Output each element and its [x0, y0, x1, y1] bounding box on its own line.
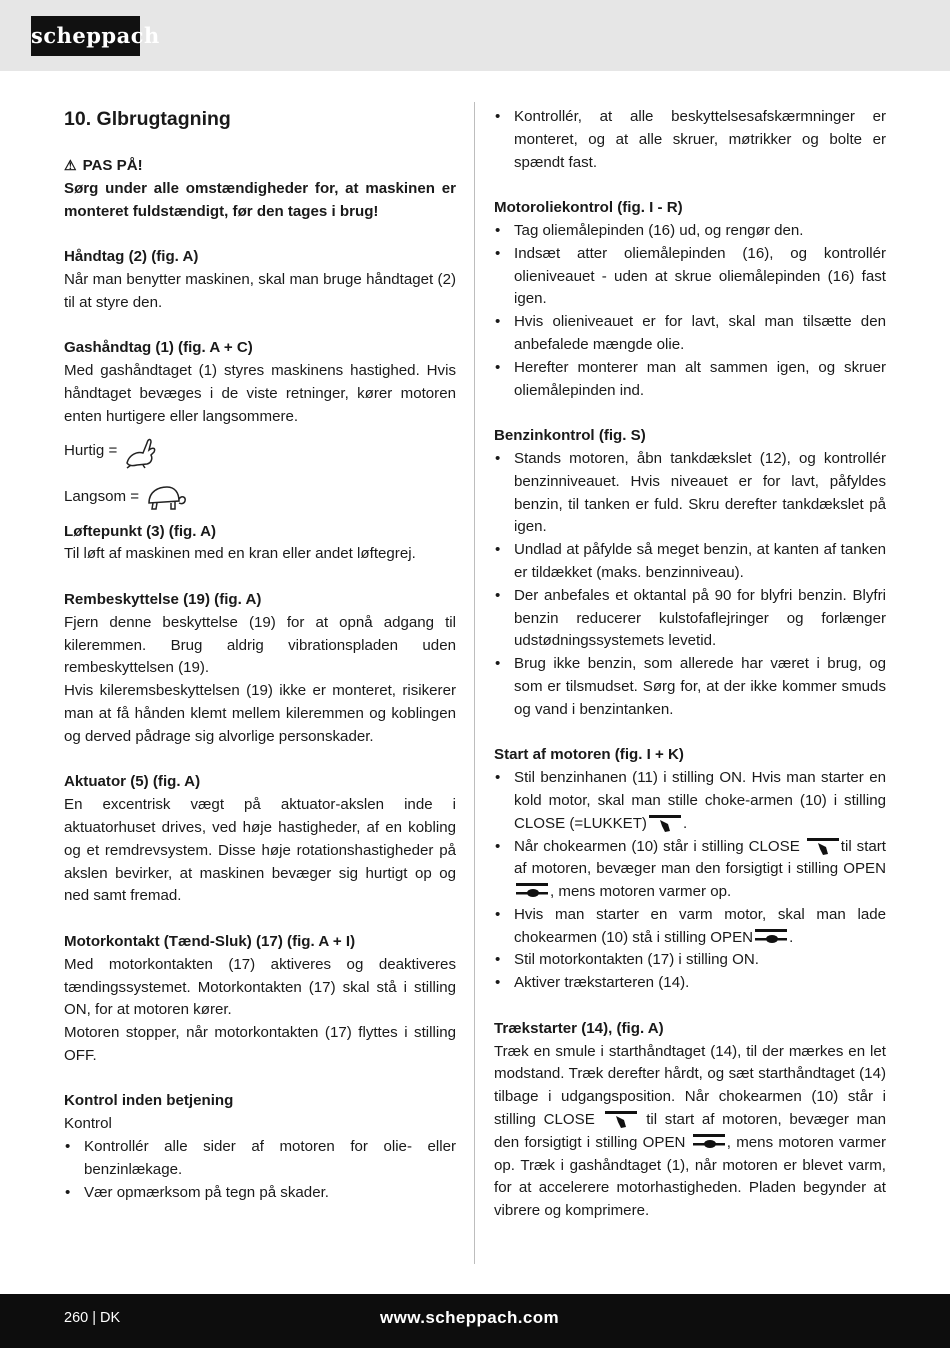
control-list [64, 1136, 456, 1204]
oil-title: Motoroliekontrol (fig. I - R) [494, 199, 683, 217]
choke-close-icon [604, 1110, 638, 1130]
section-heading: 10. Glbrugtagning [64, 108, 231, 130]
slow-label: Langsom = [64, 488, 140, 506]
list-item: • Der anbefales et oktantal på 90 for blyfri benzin. Blyfri benzin reducerer kulstofaflejringer og forlænger udstødningssystemets levetid. [494, 585, 886, 653]
list-item: • Stil motorkontakten (17) i stilling ON. [494, 949, 886, 972]
list-item: • Stil benzinhanen (11) i stilling ON. Hvis man starter en kold motor, skal man stille choke-armen (10) i stilling CLOSE (=LUKKET) . [494, 767, 886, 835]
lift-title: Løftepunkt (3) (fig. A) [64, 522, 217, 540]
turtle-icon [145, 483, 187, 513]
switch-text-2: Motoren stopper, når motorkontakten (17) flyttes i stilling OFF. [64, 1024, 456, 1064]
handle-title: Håndtag (2) (fig. A) [64, 248, 199, 266]
list-item: • Hvis man starter en varm motor, skal man lade chokearmen (10) stå i stilling OPEN . [494, 904, 886, 950]
page-footer [0, 1294, 950, 1348]
fuel-list [494, 448, 886, 722]
belt-text-2: Hvis kileremsbeskyttelsen (19) ikke er monteret, risikerer man at få hånden klemt mellem kileremmen og koblingen og derved pådrage sig alvorlige personskader. [64, 682, 456, 745]
left-column [64, 106, 456, 1204]
list-item: • Tag oliemålepinden (16) ud, og rengør den. [494, 220, 886, 243]
list-item: • Hvis olieniveauet er for lavt, skal man tilsætte den anbefalede mængde olie. [494, 311, 886, 357]
pull-text: Træk en smule i starthåndtaget (14), til der mærkes en let modstand. Træk derefter hårdt, og sæt starthåndtaget (14) tilbage i udgangsposition. Når chokearmen (10) står i stilling CLOSE til start af motoren, bevæger man den forsigtigt i stilling OPEN , mens motoren varmer op. Træk i gashåndtaget (1), når motoren er blevet varm, for at accelerere motorhastigheden. Pladen begynder at vibrere og komprimere. [494, 1042, 887, 1220]
warning-triangle-icon: ⚠ [64, 157, 77, 173]
list-item: • Vær opmærksom på tegn på skader. [64, 1182, 456, 1205]
warning-title: ⚠ PAS PÅ! [64, 154, 456, 178]
choke-open-icon [515, 882, 549, 902]
page-number: 260 | DK [64, 1310, 121, 1326]
scheppach-logo [31, 16, 160, 56]
control-title: Kontrol inden betjening [64, 1092, 234, 1110]
choke-close-icon [806, 837, 840, 857]
choke-open-icon [692, 1133, 726, 1153]
page-header [0, 0, 950, 71]
choke-open-icon [754, 928, 788, 948]
throttle-text: Med gashåndtaget (1) styres maskinens hastighed. Hvis håndtaget bevæges i de viste retninger, kører motoren enten hurtigere eller langsommere. [64, 362, 456, 425]
list-item: • Aktiver trækstarteren (14). [494, 972, 886, 995]
list-item: • Når chokearmen (10) står i stilling CLOSE til start af motoren, bevæger man den forsigtigt i stilling OPEN , mens motoren varmer op. [494, 836, 886, 904]
oil-list [494, 220, 886, 402]
list-item: • Kontrollér alle sider af motoren for olie- eller benzinlækage. [64, 1136, 456, 1182]
lift-text: Til løft af maskinen med en kran eller andet løftegrej. [64, 545, 416, 563]
fuel-title: Benzinkontrol (fig. S) [494, 427, 646, 445]
list-item: • Indsæt atter oliemålepinden (16), og kontrollér olieniveauet - uden at skrue oliemålepinden (16) fast igen. [494, 243, 886, 311]
belt-text-1: Fjern denne beskyttelse (19) for at opnå adgang til kileremmen. Brug aldrig vibrationspladen uden rembeskyttelsen (19). [64, 613, 456, 677]
start-list [494, 767, 886, 995]
slow-row [64, 475, 456, 521]
belt-title: Rembeskyttelse (19) (fig. A) [64, 590, 262, 608]
control-list-continued [494, 106, 886, 174]
fast-row [64, 429, 456, 475]
pull-title: Trækstarter (14), (fig. A) [494, 1019, 664, 1037]
website-url: www.scheppach.com [380, 1308, 560, 1327]
switch-title: Motorkontakt (Tænd-Sluk) (17) (fig. A + I) [64, 932, 356, 950]
actuator-title: Aktuator (5) (fig. A) [64, 773, 201, 791]
switch-text-1: Med motorkontakten (17) aktiveres og deaktiveres tændingssystemet. Motorkontakten (17) skal stå i stilling ON, for at motoren kører. [64, 955, 456, 1019]
right-column [494, 106, 886, 1223]
warning-text: Sørg under alle omstændigheder for, at maskinen er monteret fuldstændigt, før den tages i brug! [64, 179, 456, 220]
list-item: • Kontrollér, at alle beskyttelsesafskærmninger er monteret, og at alle skruer, møtrikker og bolte er spændt fast. [494, 106, 886, 174]
choke-close-icon [648, 814, 682, 834]
fast-label: Hurtig = [64, 442, 118, 460]
logo-text: scheppach [31, 23, 160, 48]
list-item: • Stands motoren, åbn tankdækslet (12), og kontrollér benzinniveauet. Hvis niveauet er for lavt, påfyldes benzin, til tanken er fuld. Skru derefter tankdækslet på igen. [494, 448, 886, 539]
list-item: • Herefter monterer man alt sammen igen, og skruer oliemålepinden ind. [494, 357, 886, 403]
throttle-title: Gashåndtag (1) (fig. A + C) [64, 339, 253, 357]
start-title: Start af motoren (fig. I + K) [494, 746, 684, 764]
list-item: • Undlad at påfylde så meget benzin, at kanten af tanken er tildækket (maks. benzinniveau). [494, 539, 886, 585]
hare-icon [123, 435, 159, 469]
actuator-text: En excentrisk vægt på aktuator-akslen inde i aktuatorhuset drives, ved høje hastigheder, af en kobling og et remdrevsystem. Disse høje rotationshastigheder på akslen bevirker, at maskinen bevæger sig hurtigt op og ned samt fremad. [64, 796, 456, 905]
control-subtitle: Kontrol [64, 1115, 112, 1133]
list-item: • Brug ikke benzin, som allerede har været i brug, og som er tilsmudset. Sørg for, at der ikke kommer smuds og vand i benzintanken. [494, 653, 886, 721]
column-divider [474, 102, 475, 1264]
handle-text: Når man benytter maskinen, skal man bruge håndtaget (2) til at styre den. [64, 270, 456, 311]
